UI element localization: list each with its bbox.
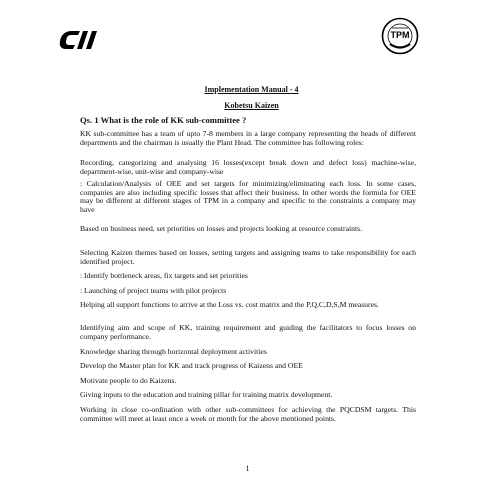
paragraph-role-1: Recording, categorizing and analysing 16 losses(except break down and defect loss) machine-wise, department-wise, unit-wise and company-wise <box>80 158 416 176</box>
paragraph-role-10: Develop the Master plan for KK and track progress of Kaizens and OEE <box>80 361 303 370</box>
paragraph-role-4: Selecting Kaizen themes based on losses, setting targets and assigning teams to take responsibility for each identified project. <box>80 248 416 266</box>
paragraph-role-6: : Launching of project teams with pilot projects <box>80 286 227 295</box>
document-title: Implementation Manual - 4 <box>204 85 299 94</box>
paragraph-role-11: Motivate people to do Kaizens. <box>80 376 177 385</box>
page-number: 1 <box>245 464 250 473</box>
tpm-club-seal <box>381 17 419 55</box>
paragraph-role-5: : Identify bottleneck areas, fix targets and set priorities <box>80 271 248 280</box>
document-subtitle: Kobetsu Kaizen <box>224 101 279 110</box>
svg-text:TPM: TPM <box>390 30 410 40</box>
paragraph-role-13: Working in close co-ordination with other sub-committees for achieving the PQCDSM targets. This committee will meet at least once a week or month for the above mentioned points. <box>80 405 416 423</box>
paragraph-role-2: : Calculation/Analysis of OEE and set targets for minimizing/eliminating each loss. In some cases, companies are also including specific losses that affect their business. In other words the formula for OEE may be different at different stages of TPM in a company and specific to the constraints a company may have <box>80 179 416 214</box>
paragraph-role-8: Identifying aim and scope of KK, training requirement and guiding the facilitators to focus losses on company performance. <box>80 323 416 341</box>
question-heading: Qs. 1 What is the role of KK sub-committee ? <box>80 115 247 125</box>
paragraph-role-7: Helping all support functions to arrive at the Loss vs. cost matrix and the P,Q,C,D,S,M measures. <box>80 300 379 309</box>
cii-logo <box>58 28 104 52</box>
paragraph-intro: KK sub-committee has a team of upto 7-8 members in a large company representing the heads of different departments and the chairman is usually the Plant Head. The committee has following roles: <box>80 129 416 147</box>
paragraph-role-9: Knowledge sharing through horizontal deployment activities <box>80 347 267 356</box>
paragraph-role-3: Based on business need, set priorities on losses and projects looking at resource constraints. <box>80 224 363 233</box>
paragraph-role-12: Giving inputs to the education and training pillar for training matrix development. <box>80 390 333 399</box>
